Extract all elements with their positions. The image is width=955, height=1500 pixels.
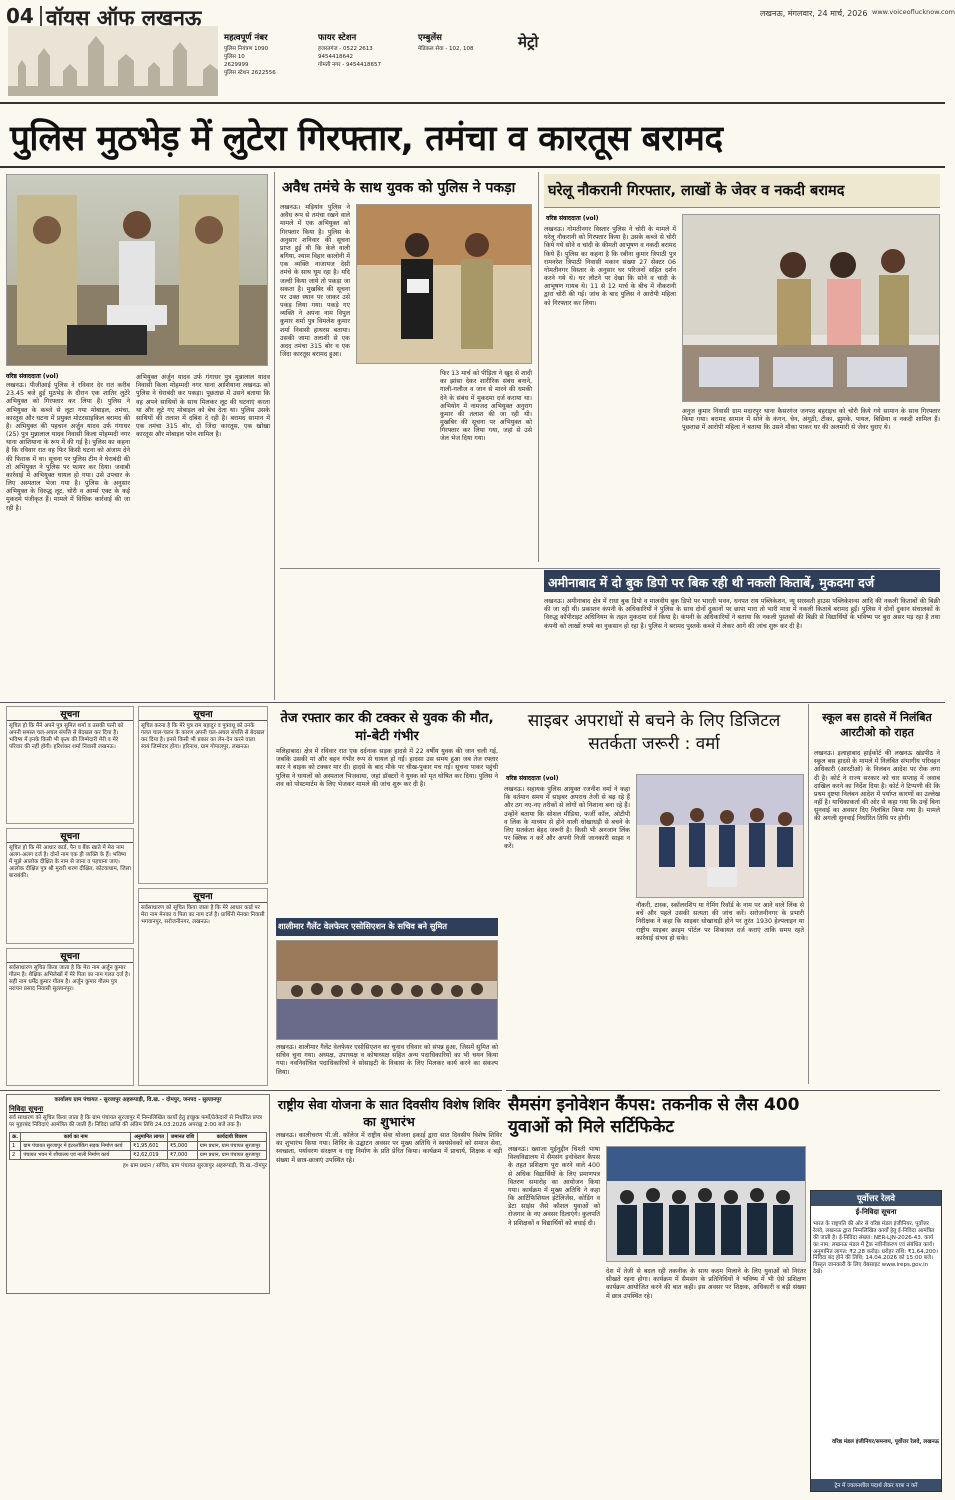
story3-byline: वरिष्ठ संवाददाता (vol) <box>546 215 599 222</box>
railway-notice <box>810 1190 942 1492</box>
school-body: लखनऊ। इलाहाबाद हाईकोर्ट की लखनऊ खंडपीठ ने स्कूल बस हादसे के मामले में निलंबित संभागीय परिवहन अधिकारी (आरटीओ) के निलंबन आदेश पर रोक लगा दी है। कोर्ट ने राज्य सरकार को चार सप्ताह में जवाब दाखिल करने का निर्देश दिया है। कोर्ट ने टिप्पणी की कि प्रथम दृष्टया निलंबन आदेश में पर्याप्त कारणों का उल्लेख नहीं है। याचिकाकर्ता की ओर से कहा गया कि उन्हें बिना सुनवाई का अवसर दिए निलंबित किया गया है। मामले की अगली सुनवाई निर्धारित तिथि पर होगी। <box>814 750 940 823</box>
tender-intro: सर्व साधारण को सूचित किया जाता है कि ग्राम पंचायत सुरजापुर में निम्नलिखित कार्यों हेतु इच्छुक फर्मों/ठेकेदारों से निर्धारित प्रपत्र पर मुहरबंद निविदाएं आमंत्रित की जाती हैं। निविदा प्राप्ति की अंतिम तिथि 24.03.2026 अपराह्न 2:00 बजे तक है। <box>9 1114 262 1128</box>
dateline: लखनऊ, मंगलवार, 24 मार्च, 2026 <box>760 9 868 18</box>
samsung-body: लखनऊ। ख्वाजा मुईनुद्दीन चिश्ती भाषा विश्वविद्यालय में सैमसंग इनोवेशन कैंपस के तहत प्रशिक्षण पूरा करने वाले 400 से अधिक विद्यार्थियों के लिए प्रमाणपत्र वितरण समारोह का आयोजन किया गया। कार्यक्रम में मुख्य अतिथि ने कहा कि आर्टिफिशियल इंटेलिजेंस, कोडिंग व डेटा साइंस जैसे कौशल युवाओं को रोजगार के नए अवसर दिलाएंगे। कुलपति ने प्रशिक्षकों व विद्यार्थियों को बधाई दी। <box>508 1146 600 1227</box>
table-row: 1 ग्राम पंचायत सुरजापुर में इंटरलॉकिंग सड़क निर्माण कार्य ₹1,95,601 ₹5,000 ग्राम प्रधान, ग्राम पंचायत सुरजापुर <box>10 1141 267 1150</box>
tender-title: कार्यालय ग्राम पंचायत - सुरजापुर अहरूपाड़ी, वि.ख. - दोमपुर, जनपद - सुल्तानपुर <box>54 1097 222 1103</box>
website[interactable]: www.voiceoflucknow.com <box>872 8 955 16</box>
story2-body: लखनऊ। मड़ियांव पुलिस ने अवैध रूप से तमंचा रखने वाले मामले में एक अभियुक्त को गिरफ्तार किया है। पुलिस के अनुसार शनिवार की सूचना प्राप्त हुई थी कि केले वाली बगिया, श्याम विहार कालोनी में एक व्यक्ति नाजायज देसी तमंचे के साथ घूम रहा है। यदि जल्दी किया जाये तो पकड़ा जा सकता है। मुखबिर की सूचना पर उक्त स्थान पर जाकर उसे पकड़ लिया गया। पकड़े गए व्यक्ति ने अपना नाम विपुल कुमार शर्मा पुत्र विमलेश कुमार शर्मा निवासी हाथरस बताया। उसकी जामा तलाशी से एक अदद तमंचा 315 बोर व एक जिंदा कारतूस बरामद हुआ। <box>280 204 350 359</box>
masthead <box>0 0 955 110</box>
story4-headline: अमीनाबाद में दो बुक डिपो पर बिक रही थी नकली किताबें, मुकदमा दर्ज <box>548 575 875 590</box>
road-body: मलिहाबाद। क्षेत्र में रविवार रात एक दर्दनाक सड़क हादसे में 22 वर्षीय युवक की जान चली गई, जबकि उसकी मां और बहन गंभीर रूप से घायल हो गईं। हादसा उस समय हुआ जब तेज रफ्तार कार ने बाइक को टक्कर मार दी। हादसे के बाद मौके पर चीख-पुकार मच गई। सूचना पाकर पहुंची पुलिस ने घायलों को अस्पताल भिजवाया, जहां डॉक्टरों ने युवक को मृत घोषित कर दिया। पुलिस ने शव को पोस्टमार्टम के लिए भेजकर मामले की जांच शुरू कर दी है। <box>276 748 498 788</box>
directory-col2: हजरतगंज - 0522 2613 9454418642 गोमती नगर - 9454418657 <box>318 46 381 68</box>
road-headline: तेज रफ्तार कार की टक्कर से युवक की मौत, मां-बेटी गंभीर <box>280 711 494 744</box>
shalimar-body: लखनऊ। शालीमार गैलेंट वेलफेयर एसोसिएशन का चुनाव रविवार को संपन्न हुआ, जिसमें सुमित को सचिव चुना गया। अध्यक्ष, उपाध्यक्ष व कोषाध्यक्ष सहित अन्य पदाधिकारियों का भी चयन किया गया। नवनिर्वाचित पदाधिकारियों ने सोसाइटी के विकास के लिए मिलकर कार्य करने का संकल्प लिया। <box>276 1044 498 1076</box>
directory-col3-title: एम्बुलेंस <box>418 33 442 43</box>
directory-col3: मेडिकल सेवा - 102, 108 <box>418 46 474 52</box>
table-row: 2 पंचायत भवन में शौचालय एवं नाली निर्माण कार्य ₹2,62,019 ₹7,000 ग्राम प्रधान, ग्राम पंचायत सुरजापुर <box>10 1150 267 1159</box>
lead-headline: पुलिस मुठभेड़ में लुटेरा गिरफ्तार, तमंचा व कारतूस बरामद <box>10 119 723 159</box>
story2-headline: अवैध तमंचे के साथ युवक को पुलिस ने पकड़ा <box>282 180 516 196</box>
nss-body: लखनऊ। कालीचरण पी.जी. कॉलेज में राष्ट्रीय सेवा योजना इकाई द्वारा सात दिवसीय विशेष शिविर का शुभारंभ किया गया। शिविर के उद्घाटन अवसर पर मुख्य अतिथि ने स्वयंसेवकों को समाज सेवा, स्वच्छता, पर्यावरण संरक्षण व राष्ट्र निर्माण के प्रति प्रेरित किया। कार्यक्रम में प्राचार्य, शिक्षक व बड़ी संख्या में छात्र-छात्राएं उपस्थित रहे। <box>276 1132 502 1164</box>
notice-mid-2: सूचना सर्वसाधारण को सूचित किया जाता है कि मेरे आधार कार्ड पर मेरा नाम मेनका व पिता का नाम दर्ज है। प्रार्थिनी मेनका निवासी भगवानपुर, सरोजनीनगर, लखनऊ। <box>138 888 268 1086</box>
notice-left-1: सूचना सूचित हो कि मैंने अपने पुत्र सुमित शर्मा व उसकी पत्नी को अपनी समस्त चल-अचल संपत्ति से बेदखल कर दिया है। भविष्य में इनके किसी भी कृत्य की जिम्मेदारी मेरी व मेरे परिवार की नहीं होगी। हरिशंकर शर्मा निवासी लखनऊ। <box>6 706 134 824</box>
cyber-photo <box>636 774 804 898</box>
story3-body: लखनऊ। गोमतीनगर विस्तार पुलिस ने चोरी के मामले में घरेलू नौकरानी को गिरफ्तार किया है। उसके कब्जे से चोरी किये गये सोने व चांदी के कीमती आभूषण व नकदी बरामद किये हैं। पुलिस का कहना है कि रबीना कुमार त्रिपाठी पुत्र रामनरेश त्रिपाठी निवासी मकान संख्या 27 सेक्टर 06 गोमतीनगर विस्तार के अनुसार घर परिजनों सहित दर्शन करने गये थे। घर लौटने पर देखा कि सोने व चांदी के आभूषण गायब थे। 11 से 12 मार्च के बीच में नौकरानी द्वारा चोरी की गई। जांच के बाद पुलिस ने आरोपी महिला को गिरफ्तार कर लिया। <box>544 226 676 307</box>
directory-col1: पुलिस नियंत्रण 1090 पुलिस 10 2629999 पुलिस स्टेशन 2622556 <box>224 46 276 76</box>
nss-headline: राष्ट्रीय सेवा योजना के सात दिवसीय विशेष शिविर का शुभारंभ <box>277 1097 501 1129</box>
railway-title: पूर्वोत्तर रेलवे <box>811 1191 941 1206</box>
tender-subtitle: निविदा सूचना <box>9 1104 44 1113</box>
story3-headline: घरेलू नौकरानी गिरफ्तार, लाखों के जेवर व नकदी बरामद <box>548 183 845 199</box>
shalimar-photo <box>276 940 498 1040</box>
cyber-byline: वरिष्ठ संवाददाता (vol) <box>506 775 559 782</box>
story2-body-2: फिर 13 मार्च को पीड़िता ने खुद से शादी का झांसा देकर शारीरिक संबंध बनाने, गाली-गलौज व जान से मारने की धमकी देने के संबंध में मुकदमा दर्ज कराया था। अभियोग में नामजद अभियुक्त अनुराग कुमार की तलाश की जा रही थी। मुखबिर की सूचना पर अभियुक्त को गिरफ्तार कर लिया गया, जहां से उसे जेल भेज दिया गया। <box>440 370 532 443</box>
directory-col2-title: फायर स्टेशन <box>318 33 357 43</box>
cyber-headline: साइबर अपराधों से बचने के लिए डिजिटल सतर्कता जरूरी : वर्मा <box>527 711 781 754</box>
cyber-body-2: नौकरी, टास्क, स्कॉलरशिप या गेमिंग रिवॉर्ड के नाम पर आने वाले लिंक से बचें और पहले उसकी सत्यता की जांच करें। सरोजनीनगर के प्रभारी निरीक्षक ने कहा कि साइबर धोखाधड़ी होने पर तुरंत 1930 हेल्पलाइन या राष्ट्रीय साइबर क्राइम पोर्टल पर शिकायत दर्ज कराएं ताकि समय रहते कार्रवाई संभव हो सके। <box>636 902 804 942</box>
story2-photo <box>356 204 532 364</box>
railway-subtitle: ई-निविदा सूचना <box>855 1208 897 1216</box>
railway-tagline: ट्रेन में ज्वलनशील पदार्थ लेकर यात्रा न करें <box>811 1479 941 1491</box>
cyber-body: लखनऊ। सहायक पुलिस आयुक्त रजनीश वर्मा ने कहा कि वर्तमान समय में साइबर अपराध तेजी से बढ़ रहे हैं और ठग नए-नए तरीकों से लोगों को निशाना बना रहे हैं। उन्होंने बताया कि सोशल मीडिया, फर्जी कॉल, ओटीपी व लिंक के माध्यम से होने वाली धोखाधड़ी से बचने के लिए सतर्कता बेहद जरूरी है। किसी भी अनजान लिंक पर क्लिक न करें और अपनी निजी जानकारी साझा न करें। <box>504 786 630 851</box>
notice-left-3: सूचना सर्वसाधारण सूचित किया जाता है कि मेरा नाम अर्जुन कुमार गौतम है। शैक्षिक अभिलेखों में मेरे पिता का नाम गलत दर्ज है। सही नाम धर्मेंद्र कुमार गौतम है। अर्जुन कुमार गौतम पुत्र नरायन प्रसाद निवासी सुल्तानपुर। <box>6 948 134 1086</box>
school-headline: स्कूल बस हादसे में निलंबित आरटीओ को राहत <box>822 711 932 739</box>
samsung-headline: सैमसंग इनोवेशन कैंपस: तकनीक से लैस 400 युवाओं को मिले सर्टिफिकेट <box>508 1095 800 1138</box>
shalimar-headline: शालीमार गैलेंट वेलफेयर एसोसिएशन के सचिव बने सुमित <box>278 921 448 931</box>
story3-photo <box>682 214 940 402</box>
samsung-body-2: देश में तेजी से बदल रही तकनीक के साथ कदम मिलाने के लिए युवाओं को निरंतर सीखते रहना होगा। कार्यक्रम में सैमसंग के प्रतिनिधियों ने भविष्य में भी ऐसे प्रशिक्षण कार्यक्रम आयोजित करने की बात कही। इस अवसर पर शिक्षक, अधिकारी व बड़ी संख्या में छात्र उपस्थित रहे। <box>606 1268 806 1300</box>
directory-col1-title: महत्वपूर्ण नंबर <box>224 33 268 43</box>
tender-footer: ह० ग्राम प्रधान / सचिव, ग्राम पंचायत सुरजापुर अहरूपाड़ी, वि.ख.-दोमपुर <box>122 1162 267 1169</box>
city-skyline-icon <box>8 26 218 96</box>
story4-body: लखनऊ। अमीनाबाद क्षेत्र में राधा बुक डिपो व मालवीय बुक डिपो पर भारती भवन, धनपत राय पब्लिकेशन, न्यू सरस्वती हाउस पब्लिकेशन्स आदि की नकली किताबों की बिक्री की जा रही थी। प्रकाशन कंपनी के अधिकारियों ने पुलिस के साथ दोनों दुकानों पर छापा मारा तो भारी मात्रा में नकली किताबें बरामद हुईं। पुलिस ने दोनों दुकान संचालकों के विरुद्ध कॉपीराइट अधिनियम के तहत मुकदमा दर्ज किया है। कंपनी के अधिकारियों ने बताया कि नकली पुस्तकों की बिक्री से विद्यार्थियों के भविष्य पर बुरा असर पड़ रहा है तथा कंपनी को लाखों रुपये का नुकसान हो रहा है। पुलिस ने बरामद पुस्तकें कब्जे में लेकर आगे की जांच शुरू कर दी है। <box>544 598 940 630</box>
railway-footer: वरिष्ठ मंडल इंजीनियर/समन्वय, पूर्वोत्तर रेलवे, लखनऊ <box>831 1439 939 1445</box>
railway-body: भारत के राष्ट्रपति की ओर से वरिष्ठ मंडल इंजीनियर, पूर्वोत्तर रेलवे, लखनऊ द्वारा निम्नलिखित कार्यों हेतु ई-निविदा आमंत्रित की जाती है। ई-निविदा संख्या: NER-LJN-2026-43. कार्य का नाम: लखनऊ मंडल में ट्रैक नवीनीकरण एवं संबंधित कार्य। अनुमानित लागत: ₹2.28 करोड़। धरोहर राशि: ₹1,64,200। निविदा बंद होने की तिथि: 14.04.2026 को 15:00 बजे। विस्तृत जानकारी के लिए वेबसाइट www.ireps.gov.in देखें। <box>813 1221 938 1276</box>
notice-mid-1: सूचना सूचित करना है कि मेरे पुत्र राम बहादुर व पुत्रवधू को उनके गलत चाल-चलन के कारण अपनी चल-अचल संपत्ति से बेदखल कर दिया है। इनसे किसी भी प्रकार का लेन-देन करने वाला स्वयं जिम्मेदार होगा। हरिनाथ, ग्राम गोपालपुर, लखनऊ। <box>138 706 268 884</box>
lead-body: लखनऊ। पीजीआई पुलिस ने रविवार देर रात करीब 23.45 बजे हुई मुठभेड़ के दौरान एक शातिर लुटेरे अभियुक्त को गिरफ्तार कर लिया है। पुलिस ने अभियुक्त के कब्जे से लूटा गया मोबाइल, तमंचा, कारतूस और घटना में प्रयुक्त मोटरसाइकिल बरामद की है। अभियुक्त की पहचान अर्जुन यादव उर्फ गंगाधर (25) पुत्र मुन्नालाल यादव निवासी किला मोहम्मदी नगर थाना आशियाना के रूप में की गई है। पुलिस का कहना है कि रविवार रात वह फिर किसी घटना को अंजाम देने की फिराक में था। सूचना पर पुलिस टीम ने घेराबंदी की तो अभियुक्त ने पुलिस पर फायर कर दिया। जवाबी कार्रवाई में अभियुक्त घायल हो गया। उसे उपचार के लिए अस्पताल भेजा गया है। पुलिस के अनुसार अभियुक्त के विरुद्ध लूट, चोरी व आर्म्स एक्ट के कई मुकदमे पंजीकृत हैं। मामले में विधिक कार्रवाई की जा रही है। <box>6 382 130 512</box>
lead-photo <box>6 174 268 366</box>
tender-table: क्र. कार्य का नाम अनुमानित लागत जमानत राशि कार्यदायी विवरण 1 ग्राम पंचायत सुरजापुर में इंटरलॉकिंग सड़क निर्माण कार्य ₹1,95,601 ₹5,000 ग्राम प्रधान, ग्राम पंचायत सुरजापुर 2 पंचायत भवन में शौचालय एवं नाली निर्माण कार्य ₹2,62,019 ₹7,000 ग्राम प्रधान, ग्राम पंचायत सुरजापुर <box>9 1132 267 1160</box>
notice-left-2: सूचना सूचित हो कि मेरे आधार कार्ड, पैन व बैंक खाते में मेरा नाम अलग-अलग दर्ज है। दोनों नाम एक ही व्यक्ति के हैं। भविष्य में मुझे आलोक दीक्षित के नाम से जाना व पहचाना जाए। आलोक दीक्षित पुत्र श्री मुरारी शरण दीक्षित, कोटवाधाम, जिला बाराबंकी। <box>6 828 134 944</box>
lead-body-2: अभियुक्त अर्जुन यादव उर्फ गंगाधर पुत्र मुन्नालाल यादव निवासी किला मोहम्मदी नगर थाना आशियाना लखनऊ को पुलिस ने घेराबंदी कर पकड़ा। पूछताछ में उसने बताया कि वह अपने साथियों के साथ मिलकर लूट की घटनाएं करता था और लूटे गए मोबाइल को बेच देता था। पुलिस उसके साथियों की तलाश में दबिश दे रही है। बरामद सामान में एक तमंचा 315 बोर, दो जिंदा कारतूस, एक खोखा कारतूस और मोबाइल फोन शामिल है। <box>136 374 270 439</box>
page-number: 04 <box>6 4 34 28</box>
samsung-photo <box>606 1146 806 1262</box>
tender-notice <box>6 1094 270 1294</box>
lead-byline: वरिष्ठ संवाददाता (vol) <box>6 373 59 380</box>
section-label: मेट्रो <box>518 33 539 51</box>
paper-name: वॉयस ऑफ लखनऊ <box>46 6 202 30</box>
story3-items: अनुज कुमार निवासी ग्राम मदारपुर थाना कैसरगंज जनपद बहराइच को चोरी किये गये सामान के साथ गिरफ्तार किया गया। बरामद सामान में सोने के कंगन, चेन, अंगूठी, टीका, झुमके, पायल, बिछिया व नकदी शामिल हैं। पूछताछ में आरोपी महिला ने बताया कि उसने मौका पाकर घर की अलमारी से जेवर चुराए थे। <box>682 408 940 432</box>
